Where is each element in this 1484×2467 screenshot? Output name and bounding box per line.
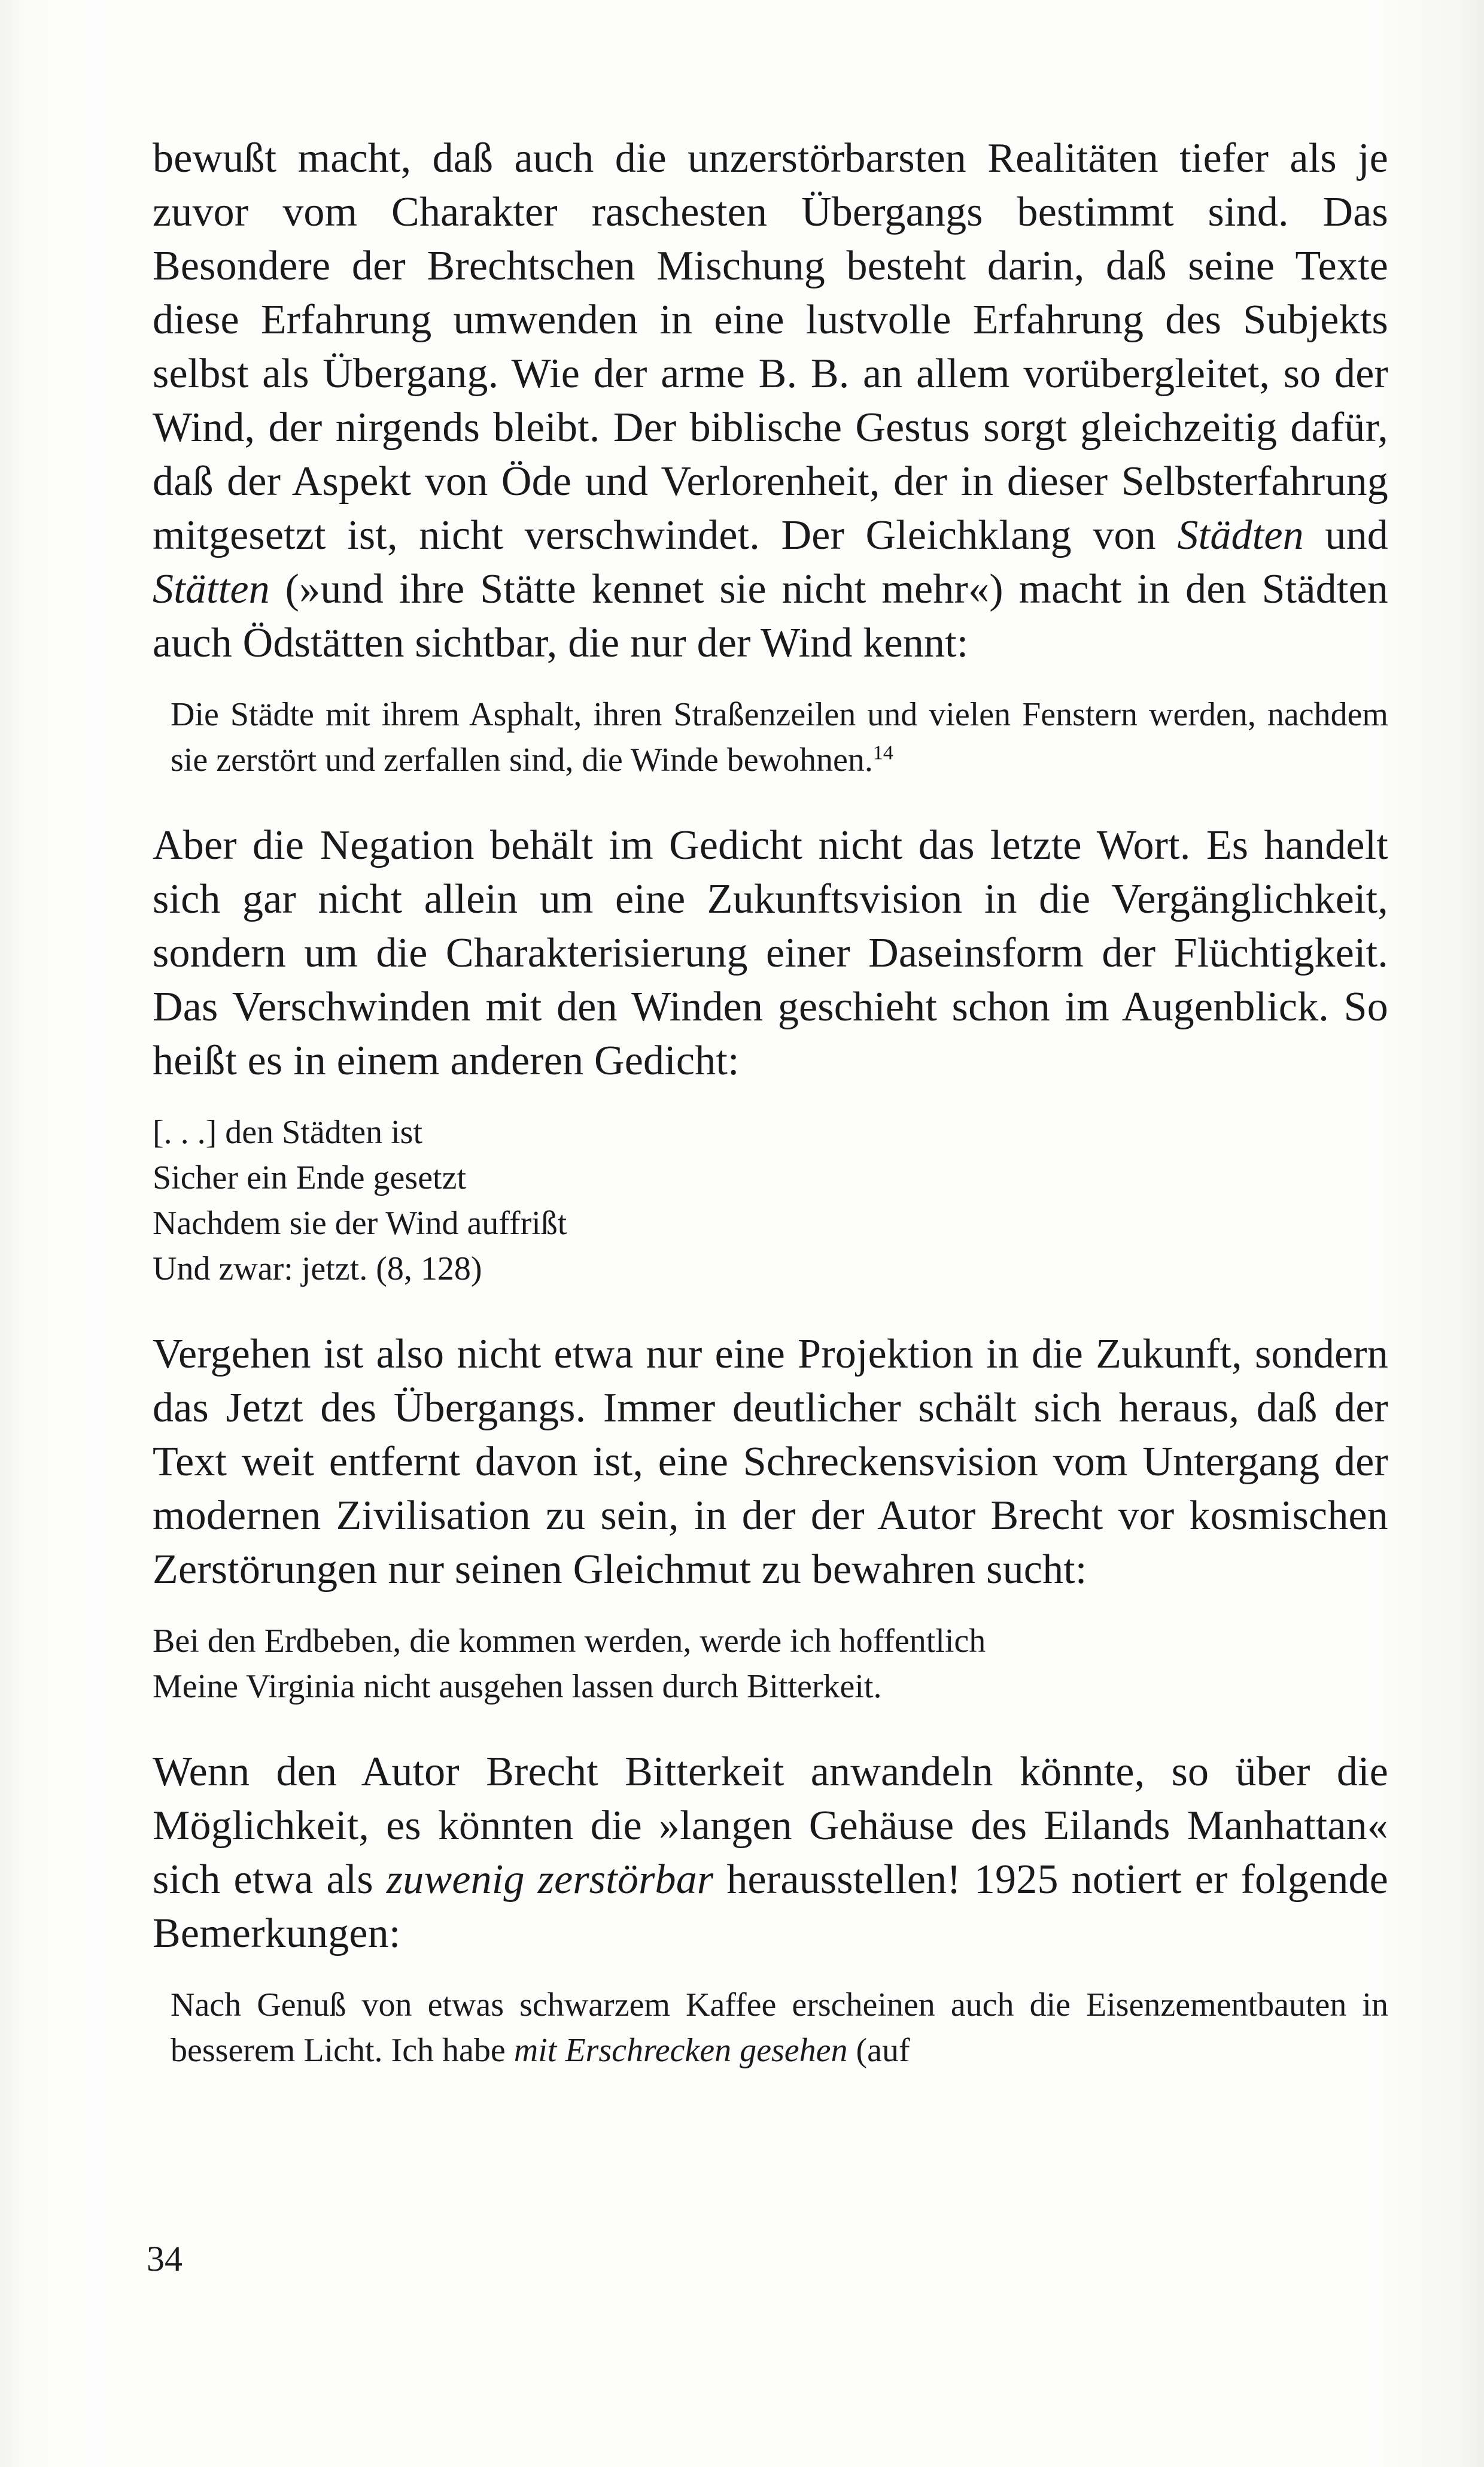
paragraph-1: bewußt macht, daß auch die unzerstörbarsten Realitäten tiefer als je zuvor vom Charakter raschesten Übergangs bestimmt sind. Das Besondere der Brechtschen Mischung besteht darin, daß seine Texte diese Erfahrung umwenden in eine lustvolle Erfahrung des Subjekts selbst als Übergang. Wie der arme B. B. an allem vorübergleitet, so der Wind, der nirgends bleibt. Der biblische Gestus sorgt gleichzeitig dafür, daß der Aspekt von Öde und Verlorenheit, der in dieser Selbsterfahrung mitgesetzt ist, nicht verschwindet. Der Gleichklang von Städten und Stätten (»und ihre Stätte kennet sie nicht mehr«) macht in den Städten auch Ödstätten sichtbar, die nur der Wind kennt:: [153, 135, 1388, 666]
verse-quote-1: [153, 1110, 1388, 1292]
footnote-marker: 14: [872, 742, 893, 764]
verse-line: Bei den Erdbeben, die kommen werden, werde ich hoffentlich: [153, 1623, 986, 1660]
page-number: 34: [147, 2239, 183, 2278]
verse-quote-2: [153, 1618, 1388, 1709]
verse-line: Nachdem sie der Wind auffrißt: [153, 1205, 567, 1242]
paragraph-3: Vergehen ist also nicht etwa nur eine Projektion in die Zukunft, sondern das Jetzt des Übergangs. Immer deutlicher schält sich heraus, daß der Text weit entfernt davon ist, eine Schreckensvision vom Untergang der modernen Zivilisation zu sein, in der der Autor Brecht vor kosmischen Zerstörungen nur seinen Gleichmut zu bewahren sucht:: [153, 1331, 1388, 1593]
emphasis-mit-erschrecken: mit Erschrecken gesehen: [513, 2032, 848, 2069]
verse-line: [. . .] den Städten ist: [153, 1114, 423, 1151]
verse-line: Meine Virginia nicht ausgehen lassen durch Bitterkeit.: [153, 1668, 882, 1705]
verse-line: Und zwar: jetzt. (8, 128): [153, 1250, 482, 1287]
block-quote-2: Nach Genuß von etwas schwarzem Kaffee erscheinen auch die Eisenzementbauten in besserem Licht. Ich habe mit Erschrecken gesehen (auf: [171, 1986, 1388, 2069]
paragraph-4: Wenn den Autor Brecht Bitterkeit anwandeln könnte, so über die Möglichkeit, es könnten die »langen Gehäuse des Eilands Manhattan« sich etwa als zuwenig zerstörbar herausstellen! 1925 notiert er folgende Bemerkungen:: [153, 1749, 1388, 1956]
emphasis-zuwenig-zerstoerbar: zuwenig zerstörbar: [386, 1857, 714, 1903]
emphasis-staetten: Stätten: [153, 566, 270, 612]
block-quote-1: Die Städte mit ihrem Asphalt, ihren Straßenzeilen und vielen Fenstern werden, nachdem sie zerstört und zerfallen sind, die Winde bewohnen.$^{14}$: [171, 696, 1388, 779]
page-body: [153, 132, 1388, 2073]
paragraph-2: Aber die Negation behält im Gedicht nicht das letzte Wort. Es handelt sich gar nicht allein um eine Zukunftsvision in die Vergänglichkeit, sondern um die Charakterisierung einer Daseinsform der Flüchtigkeit. Das Verschwinden mit den Winden geschieht schon im Augenblick. So heißt es in einem anderen Gedicht:: [153, 822, 1388, 1084]
emphasis-staedten: Städten: [1177, 512, 1304, 558]
verse-line: Sicher ein Ende gesetzt: [153, 1159, 467, 1196]
